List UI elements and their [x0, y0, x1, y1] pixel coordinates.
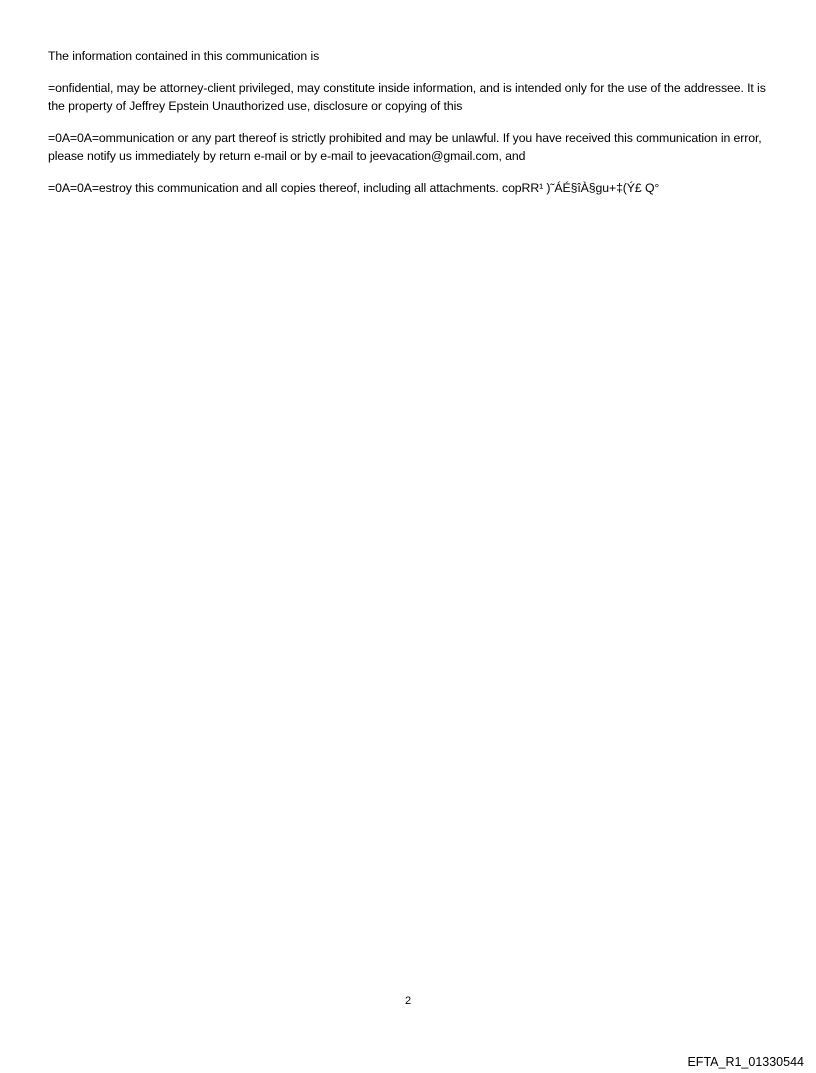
document-id-stamp: EFTA_R1_01330544 — [687, 1055, 804, 1069]
disclaimer-paragraph-1: The information contained in this communication is — [48, 49, 320, 63]
disclaimer-paragraph-4: =0A=0A=estroy this communication and all copies thereof, including all attachments. copRR¹ )˜ÁÉ§îÀ§gu+‡(Ý£ Q° — [48, 180, 660, 195]
document-body — [48, 47, 778, 210]
disclaimer-paragraph-2: =onfidential, may be attorney-client privileged, may constitute inside information, and is intended only for the use of the addressee. It is the property of Jeffrey Epstein Unauthorized use, disclosure or copying of this — [48, 80, 766, 113]
disclaimer-paragraph-3: =0A=0A=ommunication or any part thereof is strictly prohibited and may be unlawful. If you have received this communication in error, please notify us immediately by return e-mail or by e-mail to jeevacation@gmail.com, and — [48, 130, 762, 163]
page-number: 2 — [404, 995, 412, 1007]
